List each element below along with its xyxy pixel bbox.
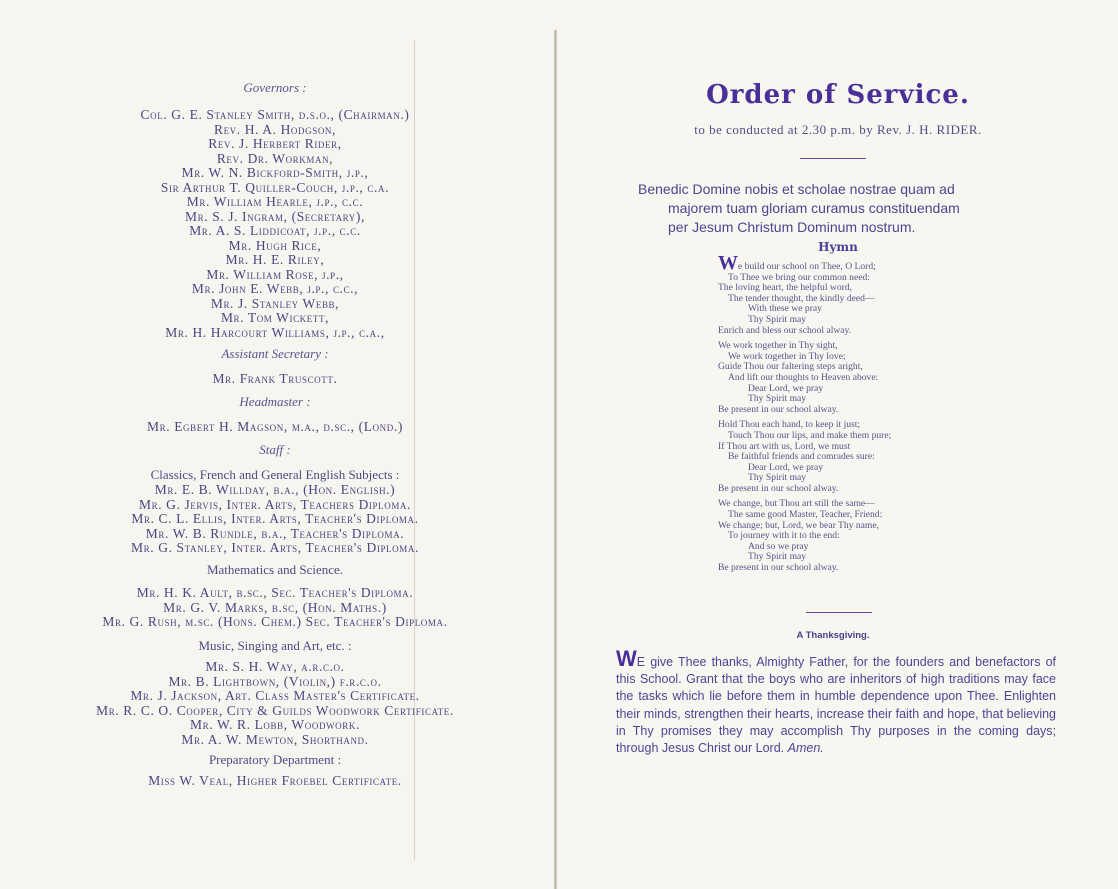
hymn-verse <box>718 420 1048 494</box>
hymn-line: The same good Master, Teacher, Friend: <box>728 509 883 521</box>
hymn-line: Thy Spirit may <box>748 472 807 484</box>
staff-section <box>40 442 510 556</box>
latin-blessing <box>638 180 1038 237</box>
staff-entry: Mr. H. K. Ault, b.sc., Sec. Teacher's Diploma. <box>136 585 414 600</box>
staff-heading: Staff : <box>259 442 291 457</box>
classics-heading: Classics, French and General English Subjects : <box>150 467 400 482</box>
rule-divider <box>806 612 872 613</box>
governor-entry: Mr. Tom Wickett, <box>220 310 330 325</box>
thanksgiving-title: A Thanksgiving. <box>796 630 870 641</box>
governor-entry: Mr. H. E. Riley, <box>225 252 325 267</box>
maths-list <box>40 586 510 630</box>
governor-entry: Mr. Hugh Rice, <box>228 237 322 253</box>
headmaster-section <box>40 394 510 435</box>
prayer-initial: W <box>616 646 637 671</box>
hymn-initial: W <box>718 252 738 274</box>
hymn-line: The loving heart, the helpful word, <box>718 282 853 294</box>
assistant-secretary-name: Mr. Frank Truscott. <box>212 371 338 386</box>
staff-entry: Mr. B. Lightbown, (Violin,) f.r.c.o. <box>168 673 382 689</box>
hymn-line: Thy Spirit may <box>748 313 807 325</box>
hymn-line: To journey with it to the end: <box>728 530 840 542</box>
governor-entry: Mr. S. J. Ingram, (Secretary), <box>185 208 365 224</box>
hymn-line: Dear Lord, we pray <box>748 382 824 394</box>
hymn-line: Touch Thou our lips, and make them pure; <box>728 429 892 441</box>
hymn-line: Thy Spirit may <box>748 393 807 405</box>
hymn-line: With these we pray <box>748 303 822 315</box>
hymn-line: Dear Lord, we pray <box>748 461 824 473</box>
classics-list <box>40 483 510 556</box>
staff-entry: Mr. G. Rush, m.sc. (Hons. Chem.) Sec. Teacher's Diploma. <box>102 614 448 629</box>
latin-line: majorem tuam gloriam curamus constituendam <box>668 200 960 216</box>
governor-entry: Sir Arthur T. Quiller-Couch, j.p., c.a. <box>160 179 390 195</box>
staff-entry: Mr. E. B. Willday, b.a., (Hon. English.) <box>154 482 396 497</box>
hymn-line: We change; but, Lord, we bear Thy name, <box>718 519 880 531</box>
governor-entry: Mr. W. N. Bickford-Smith, j.p., <box>181 165 369 180</box>
governor-entry: Rev. Dr. Workman, <box>216 150 334 166</box>
rule-divider <box>800 158 866 159</box>
center-fold <box>554 30 557 889</box>
governor-entry: Mr. J. Stanley Webb, <box>210 295 340 311</box>
hymn-line: Be present in our school alway. <box>718 403 839 415</box>
hymn-line <box>718 252 1048 274</box>
staff-entry: Mr. G. V. Marks, b.sc, (Hon. Maths.) <box>163 599 387 615</box>
hymn-line: Hold Thou each hand, to keep it just; <box>718 419 861 431</box>
hymn-text <box>718 252 1048 579</box>
staff-entry: Mr. J. Jackson, Art. Class Master's Certificate. <box>130 688 420 703</box>
music-list <box>40 660 510 747</box>
staff-entry: Mr. G. Jervis, Inter. Arts, Teachers Diploma. <box>138 496 411 512</box>
hymn-line: Be present in our school alway. <box>718 562 839 574</box>
staff-entry: Mr. R. C. O. Cooper, City & Guilds Woodwork Certificate. <box>96 702 454 718</box>
hymn-line: Enrich and bless our school alway. <box>718 324 852 336</box>
hymn-line: The tender thought, the kindly deed— <box>728 292 875 304</box>
hymn-line-rest: e build our school on Thee, O Lord; <box>738 261 876 272</box>
hymn-line: And lift our thoughts to Heaven above: <box>728 371 879 383</box>
thanksgiving-prayer <box>616 646 1056 757</box>
governors-list <box>40 108 510 340</box>
governor-entry: Rev. H. A. Hodgson, <box>213 121 337 137</box>
latin-line: Benedic Domine nobis et scholae nostrae quam ad <box>638 181 955 197</box>
hymn-line: And so we pray <box>748 540 809 552</box>
hymn-line: To Thee we bring our common need: <box>728 271 870 283</box>
governors-heading: Governors : <box>243 80 307 95</box>
governor-entry: Mr. William Hearle, j.p., c.c. <box>186 194 364 209</box>
maths-section <box>40 562 510 630</box>
headmaster-name: Mr. Egbert H. Magson, m.a., d.sc., (Lond.) <box>147 419 403 434</box>
assistant-secretary-heading: Assistant Secretary : <box>221 346 329 361</box>
hymn-line: We change, but Thou art still the same— <box>718 498 875 510</box>
governors-section <box>40 80 510 340</box>
prep-section <box>40 752 510 789</box>
music-section <box>40 638 510 747</box>
prep-name: Miss W. Veal, Higher Froebel Certificate. <box>148 773 402 788</box>
hymn-line: Thy Spirit may <box>748 551 807 563</box>
staff-entry: Mr. A. W. Mewton, Shorthand. <box>181 731 369 747</box>
hymn-title: Hymn <box>818 240 858 254</box>
maths-heading: Mathematics and Science. <box>206 562 344 577</box>
right-content <box>558 0 1118 889</box>
hymn-line: We work together in Thy sight, <box>718 340 838 352</box>
governor-entry: Mr. H. Harcourt Williams, j.p., c.a., <box>165 324 385 340</box>
staff-entry: Mr. W. B. Rundle, b.a., Teacher's Diploma. <box>145 525 405 541</box>
governor-entry: Mr. William Rose, j.p., <box>206 266 344 282</box>
hymn-verse <box>718 252 1048 336</box>
prayer-text: E give Thee thanks, Almighty Father, for the founders and benefactors of this School. Grant that the boys who are inheritors of high traditions may face the tasks which lie before them in humble dependence upon Thee. Enlighten their minds, strengthen their hearts, increase their faith and hope, that believing in Thy promises they may accomplish Thy purposes in the coming days; through Jesus Christ our Lord. <box>616 655 1056 756</box>
governor-entry: Col. G. E. Stanley Smith, d.s.o., (Chairman.) <box>140 107 410 122</box>
staff-entry: Mr. C. L. Ellis, Inter. Arts, Teacher's Diploma. <box>131 511 419 526</box>
music-heading: Music, Singing and Art, etc. : <box>198 638 352 653</box>
hymn-verse <box>718 499 1048 573</box>
hymn-line: If Thou art with us, Lord, we must <box>718 440 851 452</box>
hymn-line: Be faithful friends and comrades sure: <box>728 451 875 463</box>
prep-heading: Preparatory Department : <box>208 752 342 767</box>
staff-entry: Mr. G. Stanley, Inter. Arts, Teacher's Diploma. <box>131 540 419 555</box>
service-subtitle: to be conducted at 2.30 p.m. by Rev. J. H. RIDER. <box>694 122 982 137</box>
governor-entry: Mr. A. S. Liddicoat, j.p., c.c. <box>189 223 361 238</box>
hymn-line: We work together in Thy love; <box>728 350 846 362</box>
governor-entry: Mr. John E. Webb, j.p., c.c., <box>191 281 359 296</box>
prayer-amen: Amen. <box>787 741 824 756</box>
staff-entry: Mr. W. R. Lobb, Woodwork. <box>190 717 360 732</box>
headmaster-heading: Headmaster : <box>239 394 311 409</box>
hymn-line: Be present in our school alway. <box>718 482 839 494</box>
hymn-line: Guide Thou our faltering steps aright, <box>718 361 863 373</box>
governor-entry: Rev. J. Herbert Rider, <box>208 136 342 151</box>
assistant-secretary-section <box>40 346 510 387</box>
latin-line: per Jesum Christum Dominum nostrum. <box>668 219 916 235</box>
staff-entry: Mr. S. H. Way, a.r.c.o. <box>205 659 345 674</box>
hymn-verse <box>718 341 1048 415</box>
service-title: Order of Service. <box>706 80 970 110</box>
